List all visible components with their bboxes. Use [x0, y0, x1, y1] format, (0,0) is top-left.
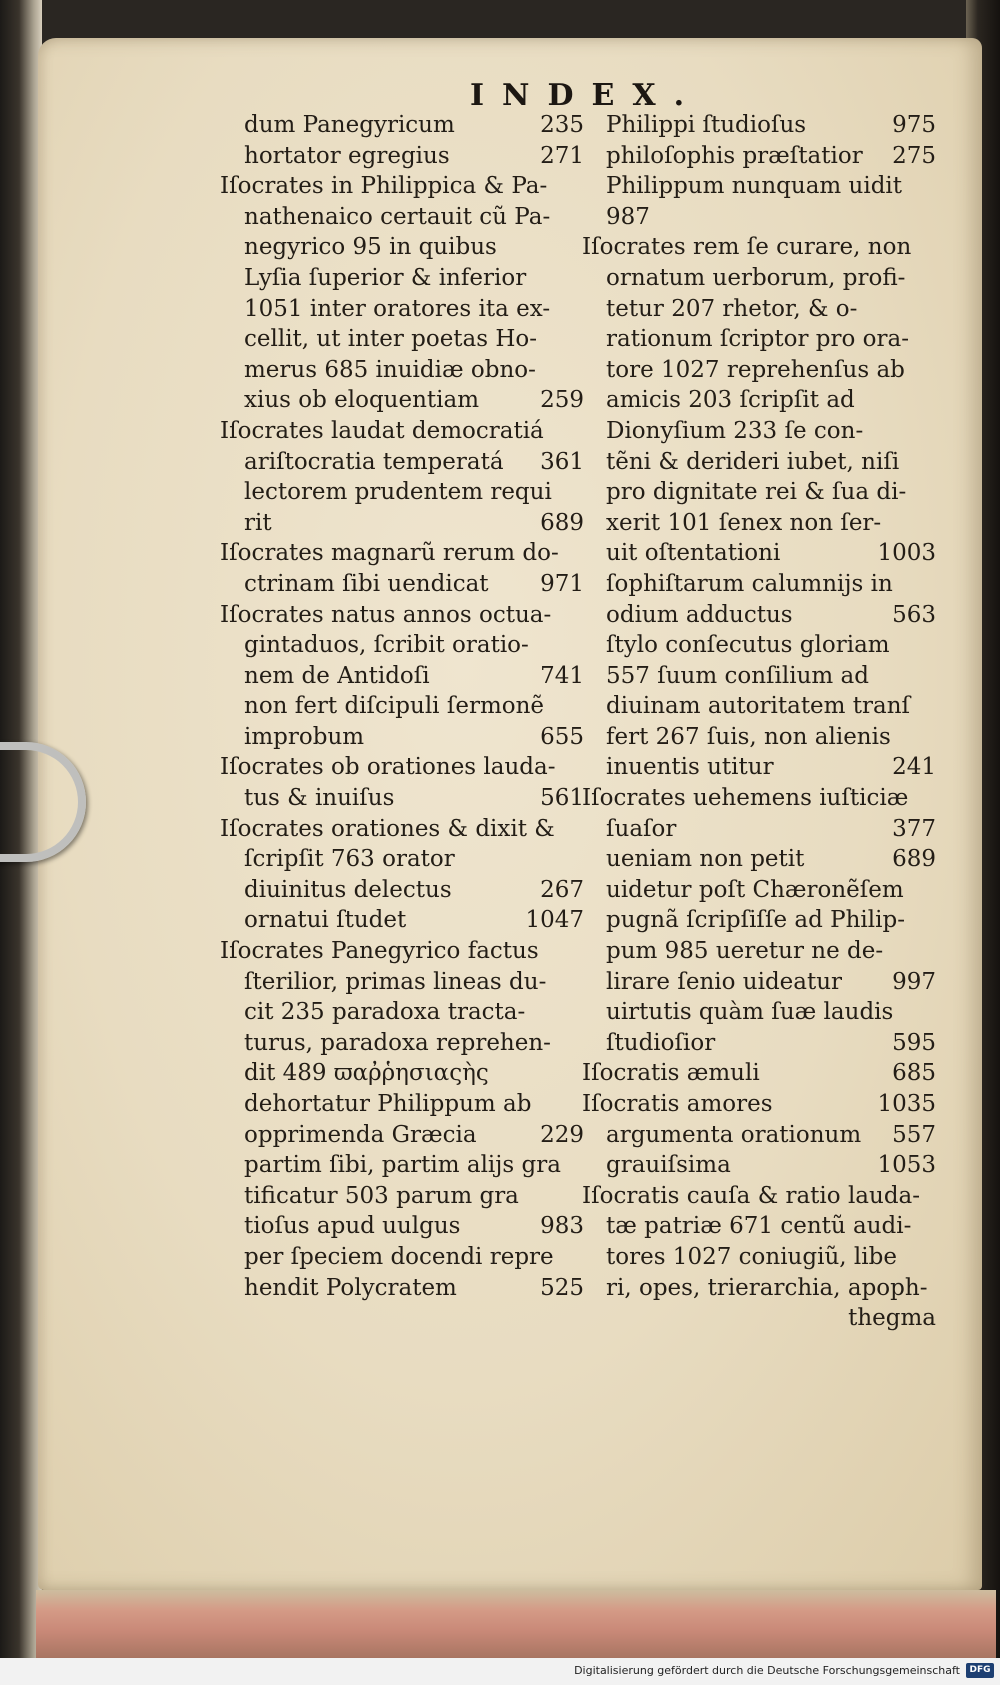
index-subentry-line [606, 875, 936, 906]
entry-text: ariſtocratia temperatá [244, 448, 504, 475]
index-subentry-line [606, 569, 936, 600]
index-subentry-line [244, 141, 584, 172]
entry-text: dit 489 ϖαῤῥησιαςὴς [244, 1060, 489, 1087]
index-subentry-line [606, 1120, 936, 1151]
page-reference: 741 [540, 662, 584, 689]
page-reference: 1053 [877, 1152, 936, 1179]
index-subentry-line [606, 110, 936, 141]
index-subentry-line [606, 661, 936, 692]
entry-text: uit oſtentationi [606, 540, 781, 567]
index-subentry-line [606, 477, 936, 508]
entry-text: rationum ſcriptor pro ora- [606, 326, 909, 353]
entry-text: Iſocrates in Philippica & Pa- [220, 173, 548, 200]
index-subentry-line [606, 294, 936, 325]
entry-text: diuinam autoritatem tranſ [606, 693, 911, 720]
index-subentry-line [606, 355, 936, 386]
page-reference: 259 [540, 387, 584, 414]
index-entry-heading [220, 416, 584, 447]
entry-text: Iſocrates laudat democratiá [220, 417, 544, 444]
index-subentry-line [244, 477, 584, 508]
index-subentry-line [606, 752, 936, 783]
entry-text: tẽni & derideri iubet, niſi [606, 448, 900, 475]
index-entry-heading [582, 1181, 936, 1212]
index-column-right [582, 110, 936, 1334]
index-subentry-line [244, 1273, 584, 1304]
entry-text: negyrico 95 in quibus [244, 234, 497, 261]
index-subentry-line [606, 1211, 936, 1242]
entry-text: partim ſibi, partim alijs gra [244, 1152, 561, 1179]
page-reference: 689 [540, 509, 584, 536]
entry-text: Philippum nunquam uidit [606, 173, 903, 200]
page-reference: 971 [540, 570, 584, 597]
page-reference: 997 [892, 968, 936, 995]
entry-text: uidetur poſt Chæronẽſem [606, 876, 904, 903]
index-subentry-line [244, 263, 584, 294]
index-subentry-line [244, 202, 584, 233]
entry-text: turus, paradoxa reprehen- [244, 1029, 551, 1056]
entry-text: uirtutis quàm ſuæ laudis [606, 999, 894, 1026]
entry-text: ornatui ſtudet [244, 907, 407, 934]
footer-credit: Digitalisierung gefördert durch die Deutsche Forschungsgemeinschaft [574, 1664, 960, 1677]
index-subentry-line [244, 1242, 584, 1273]
page-reference: 975 [892, 112, 936, 138]
page-reference: 271 [540, 142, 584, 169]
entry-text: Iſocrates orationes & dixit & [220, 815, 555, 842]
entry-text: nem de Antidoſi [244, 662, 430, 689]
index-subentry-line [244, 997, 584, 1028]
page-reference: 563 [892, 601, 936, 628]
entry-text: lectorem prudentem requi [244, 479, 552, 506]
index-subentry-line [606, 936, 936, 967]
index-subentry-line [606, 263, 936, 294]
entry-text: 987 [606, 203, 650, 230]
digitization-footer [0, 1658, 1000, 1685]
entry-text: rit [244, 509, 272, 536]
entry-text: ctrinam ſibi uendicat [244, 570, 489, 597]
entry-text: ſuaſor [606, 815, 677, 842]
entry-text: pum 985 ueretur ne de- [606, 938, 884, 965]
index-subentry-line [606, 905, 936, 936]
index-subentry-line [244, 294, 584, 325]
page-reference: 525 [540, 1274, 584, 1301]
page-reference: 685 [892, 1060, 936, 1087]
index-entry-heading [582, 783, 936, 814]
entry-text: hendit Polycratem [244, 1274, 457, 1301]
entry-text: nathenaico certauit cũ Pa- [244, 203, 551, 230]
entry-text: improbum [244, 723, 365, 750]
index-entry-heading [220, 814, 584, 845]
entry-text: philoſophis præſtatior [606, 142, 863, 169]
index-subentry-line [606, 202, 936, 233]
index-subentry-line [606, 171, 936, 202]
page-reference: 241 [892, 754, 936, 781]
page-reference: 229 [540, 1121, 584, 1148]
index-entry-heading [220, 936, 584, 967]
entry-text: Iſocrates rem ſe curare, non [582, 234, 912, 261]
index-subentry-line [244, 905, 584, 936]
index-subentry-line [244, 783, 584, 814]
index-subentry-line [244, 447, 584, 478]
index-subentry-line [606, 508, 936, 539]
entry-text: ſtudioſior [606, 1029, 716, 1056]
index-subentry-line [244, 1211, 584, 1242]
index-subentry-line [606, 600, 936, 631]
entry-text: ornatum uerborum, profi- [606, 264, 906, 291]
entry-text: tificatur 503 parum gra [244, 1182, 519, 1209]
index-subentry-line [244, 661, 584, 692]
index-subentry-line [606, 416, 936, 447]
index-subentry-line [606, 538, 936, 569]
entry-text: Iſocrates Panegyrico factus [220, 938, 539, 965]
index-subentry-line [244, 324, 584, 355]
page-reference: 361 [540, 448, 584, 475]
page-reference: 235 [540, 112, 584, 138]
index-subentry-line [244, 232, 584, 263]
index-subentry-line [606, 385, 936, 416]
entry-text: Iſocrates ob orationes lauda- [220, 754, 556, 781]
page-reference: 275 [892, 142, 936, 169]
entry-text: odium adductus [606, 601, 793, 628]
page-reference: 983 [540, 1213, 584, 1240]
index-subentry-line [606, 630, 936, 661]
entry-text: pro dignitate rei & ſua di- [606, 479, 907, 506]
index-subentry-line [606, 324, 936, 355]
page-reference: 1047 [525, 907, 584, 934]
page-reference: 1003 [877, 540, 936, 567]
entry-text: tus & inuiſus [244, 785, 395, 812]
index-entry-heading [582, 232, 936, 263]
index-subentry-line [244, 385, 584, 416]
index-subentry-line [244, 722, 584, 753]
entry-text: xius ob eloquentiam [244, 387, 480, 414]
entry-text: tæ patriæ 671 centũ audi- [606, 1213, 912, 1240]
index-subentry-line [606, 844, 936, 875]
entry-text: Iſocrates natus annos octua- [220, 601, 552, 628]
index-subentry-line [244, 691, 584, 722]
index-subentry-line [606, 722, 936, 753]
entry-text: Philippi ſtudioſus [606, 112, 807, 138]
index-column-left [220, 110, 584, 1303]
entry-text: ſtylo conſecutus gloriam [606, 632, 890, 659]
entry-text: pugnã ſcripſiſſe ad Philip- [606, 907, 905, 934]
index-subentry-line [606, 814, 936, 845]
entry-text: xerit 101 ſenex non ſer- [606, 509, 882, 536]
entry-text: amicis 203 ſcripſit ad [606, 387, 855, 414]
running-head: INDEX. [470, 78, 703, 113]
entry-text: ſterilior, primas lineas du- [244, 968, 547, 995]
dfg-logo: DFG [966, 1663, 994, 1678]
entry-text: tore 1027 reprehenſus ab [606, 356, 905, 383]
entry-text: argumenta orationum [606, 1121, 862, 1148]
index-subentry-line [606, 1028, 936, 1059]
index-entry-heading [582, 1058, 936, 1089]
entry-text: tioſus apud uulgus [244, 1213, 461, 1240]
entry-text: tetur 207 rhetor, & o- [606, 295, 858, 322]
index-subentry-line [606, 997, 936, 1028]
page-reference: 377 [892, 815, 936, 842]
index-subentry-line [244, 630, 584, 661]
index-subentry-line [606, 1242, 936, 1273]
entry-text: Iſocratis cauſa & ratio lauda- [582, 1182, 921, 1209]
index-subentry-line [606, 1273, 936, 1304]
index-entry-heading [220, 171, 584, 202]
index-subentry-line [244, 110, 584, 141]
index-subentry-line [606, 1303, 936, 1334]
entry-text: gintaduos, ſcribit oratio- [244, 632, 529, 659]
entry-text: hortator egregius [244, 142, 450, 169]
index-subentry-line [606, 1150, 936, 1181]
entry-text: tores 1027 coniugiũ, libe [606, 1243, 897, 1270]
page-reference: 595 [892, 1029, 936, 1056]
index-subentry-line [244, 875, 584, 906]
page-reference: 689 [892, 846, 936, 873]
index-subentry-line [244, 1181, 584, 1212]
entry-text: Lyſia ſuperior & inferior [244, 264, 527, 291]
entry-text: non fert diſcipuli ſermonẽ [244, 693, 545, 720]
index-subentry-line [606, 691, 936, 722]
index-entry-heading [220, 600, 584, 631]
entry-text: Dionyſium 233 ſe con- [606, 417, 864, 444]
entry-text: cit 235 paradoxa tracta- [244, 999, 526, 1026]
index-entry-heading [220, 538, 584, 569]
index-subentry-line [244, 967, 584, 998]
entry-text: fert 267 ſuis, non alienis [606, 723, 891, 750]
entry-text: dum Panegyricum [244, 112, 455, 138]
page-reference: 1035 [877, 1091, 936, 1117]
page-reference: 655 [540, 723, 584, 750]
index-subentry-line [244, 1150, 584, 1181]
entry-text: per ſpeciem docendi repre [244, 1243, 554, 1270]
entry-text: opprimenda Græcia [244, 1121, 477, 1148]
page-edges [36, 1590, 996, 1658]
entry-text: thegma [848, 1305, 936, 1332]
entry-text: cellit, ut inter poetas Ho- [244, 326, 538, 353]
index-subentry-line [244, 844, 584, 875]
page-reference: 561 [540, 785, 584, 812]
index-subentry-line [244, 569, 584, 600]
entry-text: Iſocratis æmuli [582, 1060, 760, 1087]
entry-text: ſophiſtarum calumnijs in [606, 570, 893, 597]
entry-text: Iſocratis amores [582, 1091, 773, 1117]
index-subentry-line [244, 1120, 584, 1151]
entry-text: dehortatur Philippum ab [244, 1091, 532, 1117]
index-subentry-line [606, 967, 936, 998]
index-subentry-line [606, 141, 936, 172]
page-reference: 267 [540, 876, 584, 903]
entry-text: ſcripſit 763 orator [244, 846, 455, 873]
index-subentry-line [244, 1089, 584, 1120]
page-reference: 557 [892, 1121, 936, 1148]
index-subentry-line [244, 508, 584, 539]
entry-text: 1051 inter oratores ita ex- [244, 295, 551, 322]
entry-text: Iſocrates uehemens iuſticiæ [582, 785, 909, 812]
index-subentry-line [244, 1058, 584, 1089]
index-subentry-line [606, 447, 936, 478]
entry-text: grauiſsima [606, 1152, 731, 1179]
index-entry-heading [582, 1089, 936, 1120]
entry-text: lirare ſenio uideatur [606, 968, 843, 995]
entry-text: diuinitus delectus [244, 876, 452, 903]
index-subentry-line [244, 355, 584, 386]
entry-text: 557 ſuum conſilium ad [606, 662, 869, 689]
entry-text: inuentis utitur [606, 754, 774, 781]
entry-text: ueniam non petit [606, 846, 805, 873]
entry-text: Iſocrates magnarũ rerum do- [220, 540, 559, 567]
entry-text: merus 685 inuidiæ obno- [244, 356, 536, 383]
index-entry-heading [220, 752, 584, 783]
index-subentry-line [244, 1028, 584, 1059]
entry-text: ri, opes, trierarchia, apoph- [606, 1274, 928, 1301]
